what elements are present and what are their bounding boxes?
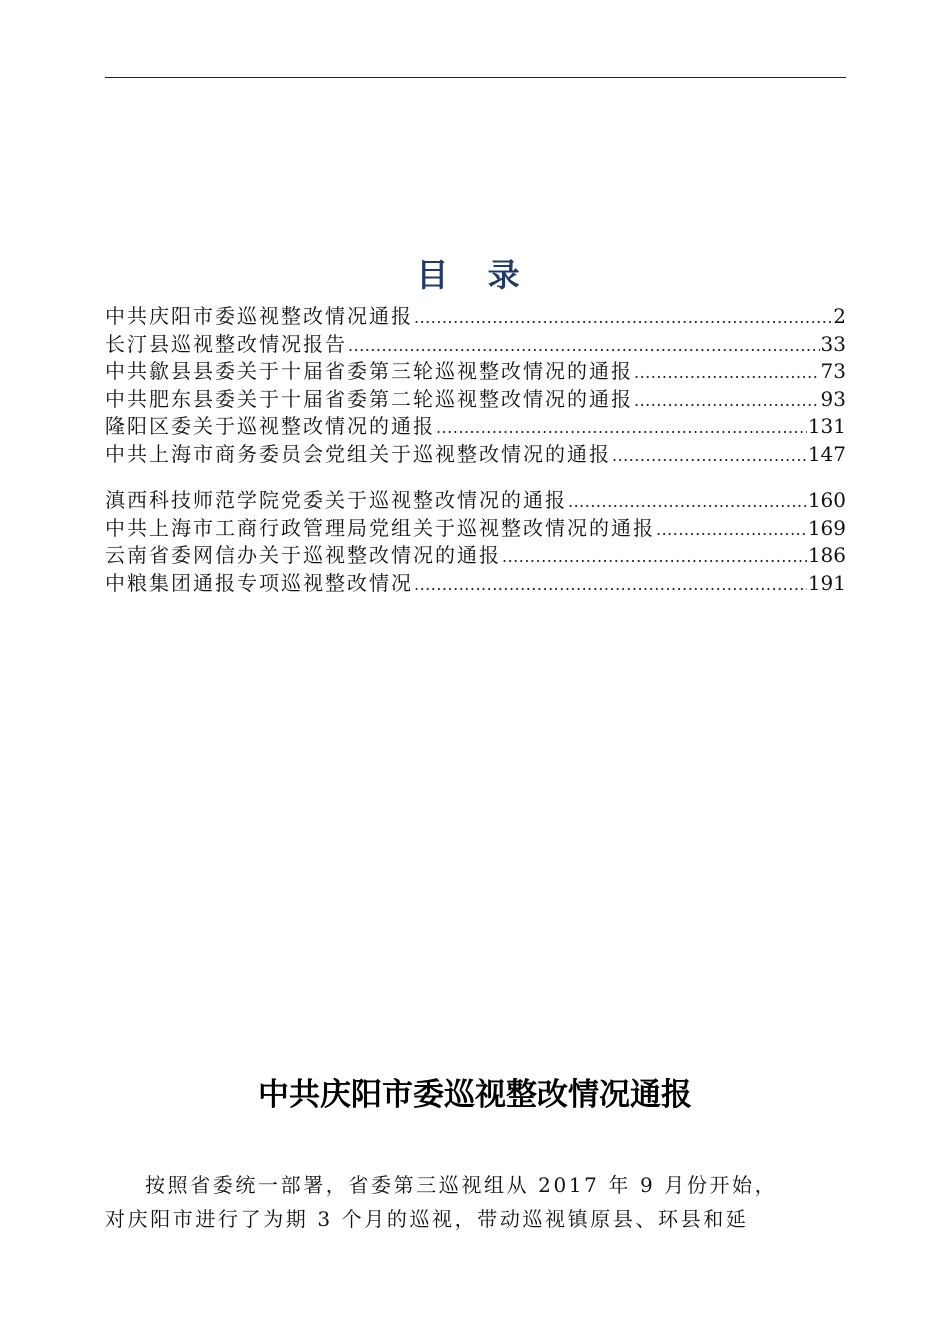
toc-entry-label: 滇西科技师范学院党委关于巡视整改情况的通报 xyxy=(105,488,567,512)
toc-leader-dots xyxy=(414,304,832,332)
toc-entry-page: 191 xyxy=(807,570,846,595)
toc-entry[interactable] xyxy=(105,331,846,359)
toc-leader-dots xyxy=(568,488,807,516)
toc-entry-label: 中共庆阳市委巡视整改情况通报 xyxy=(105,304,413,328)
toc-group-2 xyxy=(105,487,846,597)
toc-entry-page: 93 xyxy=(820,386,846,411)
toc-leader-dots xyxy=(414,571,807,599)
document-body xyxy=(105,1168,846,1236)
toc-entry-page: 169 xyxy=(807,515,846,540)
toc-entry-page: 147 xyxy=(807,441,846,466)
toc-entry-page: 131 xyxy=(807,414,846,439)
toc-entry[interactable] xyxy=(105,487,846,515)
toc-entry-page: 186 xyxy=(807,543,846,568)
toc-entry-label: 中共上海市工商行政管理局党组关于巡视整改情况的通报 xyxy=(105,515,655,540)
toc-entry-label: 中共歙县县委关于十届省委第三轮巡视整改情况的通报 xyxy=(105,359,633,384)
header-rule xyxy=(105,77,846,78)
toc-entry-label: 中粮集团通报专项巡视整改情况 xyxy=(105,570,413,595)
toc-entry[interactable] xyxy=(105,386,846,414)
toc-entry[interactable] xyxy=(105,542,846,570)
toc-entry[interactable] xyxy=(105,413,846,441)
document-title: 中共庆阳市委巡视整改情况通报 xyxy=(258,1077,692,1113)
toc-entry-page: 2 xyxy=(833,304,846,328)
toc-leader-dots xyxy=(502,543,807,571)
toc-entry-page: 33 xyxy=(820,331,846,356)
toc-entry[interactable] xyxy=(105,303,846,331)
toc-entry[interactable] xyxy=(105,441,846,469)
toc-entry-page: 160 xyxy=(807,488,846,512)
toc-entry[interactable] xyxy=(105,570,846,598)
toc-entry[interactable] xyxy=(105,515,846,543)
toc-entry[interactable] xyxy=(105,358,846,386)
toc-entry-label: 云南省委网信办关于巡视整改情况的通报 xyxy=(105,543,501,568)
toc-leader-dots xyxy=(436,414,807,442)
toc-entry-label: 中共肥东县委关于十届省委第二轮巡视整改情况的通报 xyxy=(105,386,633,411)
body-line: 对庆阳市进行了为期 3 个月的巡视，带动巡视镇原县、环县和延 xyxy=(105,1207,749,1231)
toc-leader-dots xyxy=(656,516,807,544)
toc-leader-dots xyxy=(634,387,820,415)
body-line: 按照省委统一部署，省委第三巡视组从 2017 年 9 月份开始， xyxy=(145,1173,778,1197)
toc-entry-label: 长汀县巡视整改情况报告 xyxy=(105,331,347,356)
toc-entry-page: 73 xyxy=(820,359,846,384)
toc-leader-dots xyxy=(634,359,820,387)
toc-leader-dots xyxy=(348,332,820,360)
toc-title: 目 录 xyxy=(416,256,534,294)
toc-leader-dots xyxy=(612,442,807,470)
toc-entry-label: 中共上海市商务委员会党组关于巡视整改情况的通报 xyxy=(105,441,611,466)
toc-group-1 xyxy=(105,303,846,469)
toc-entry-label: 隆阳区委关于巡视整改情况的通报 xyxy=(105,414,435,439)
